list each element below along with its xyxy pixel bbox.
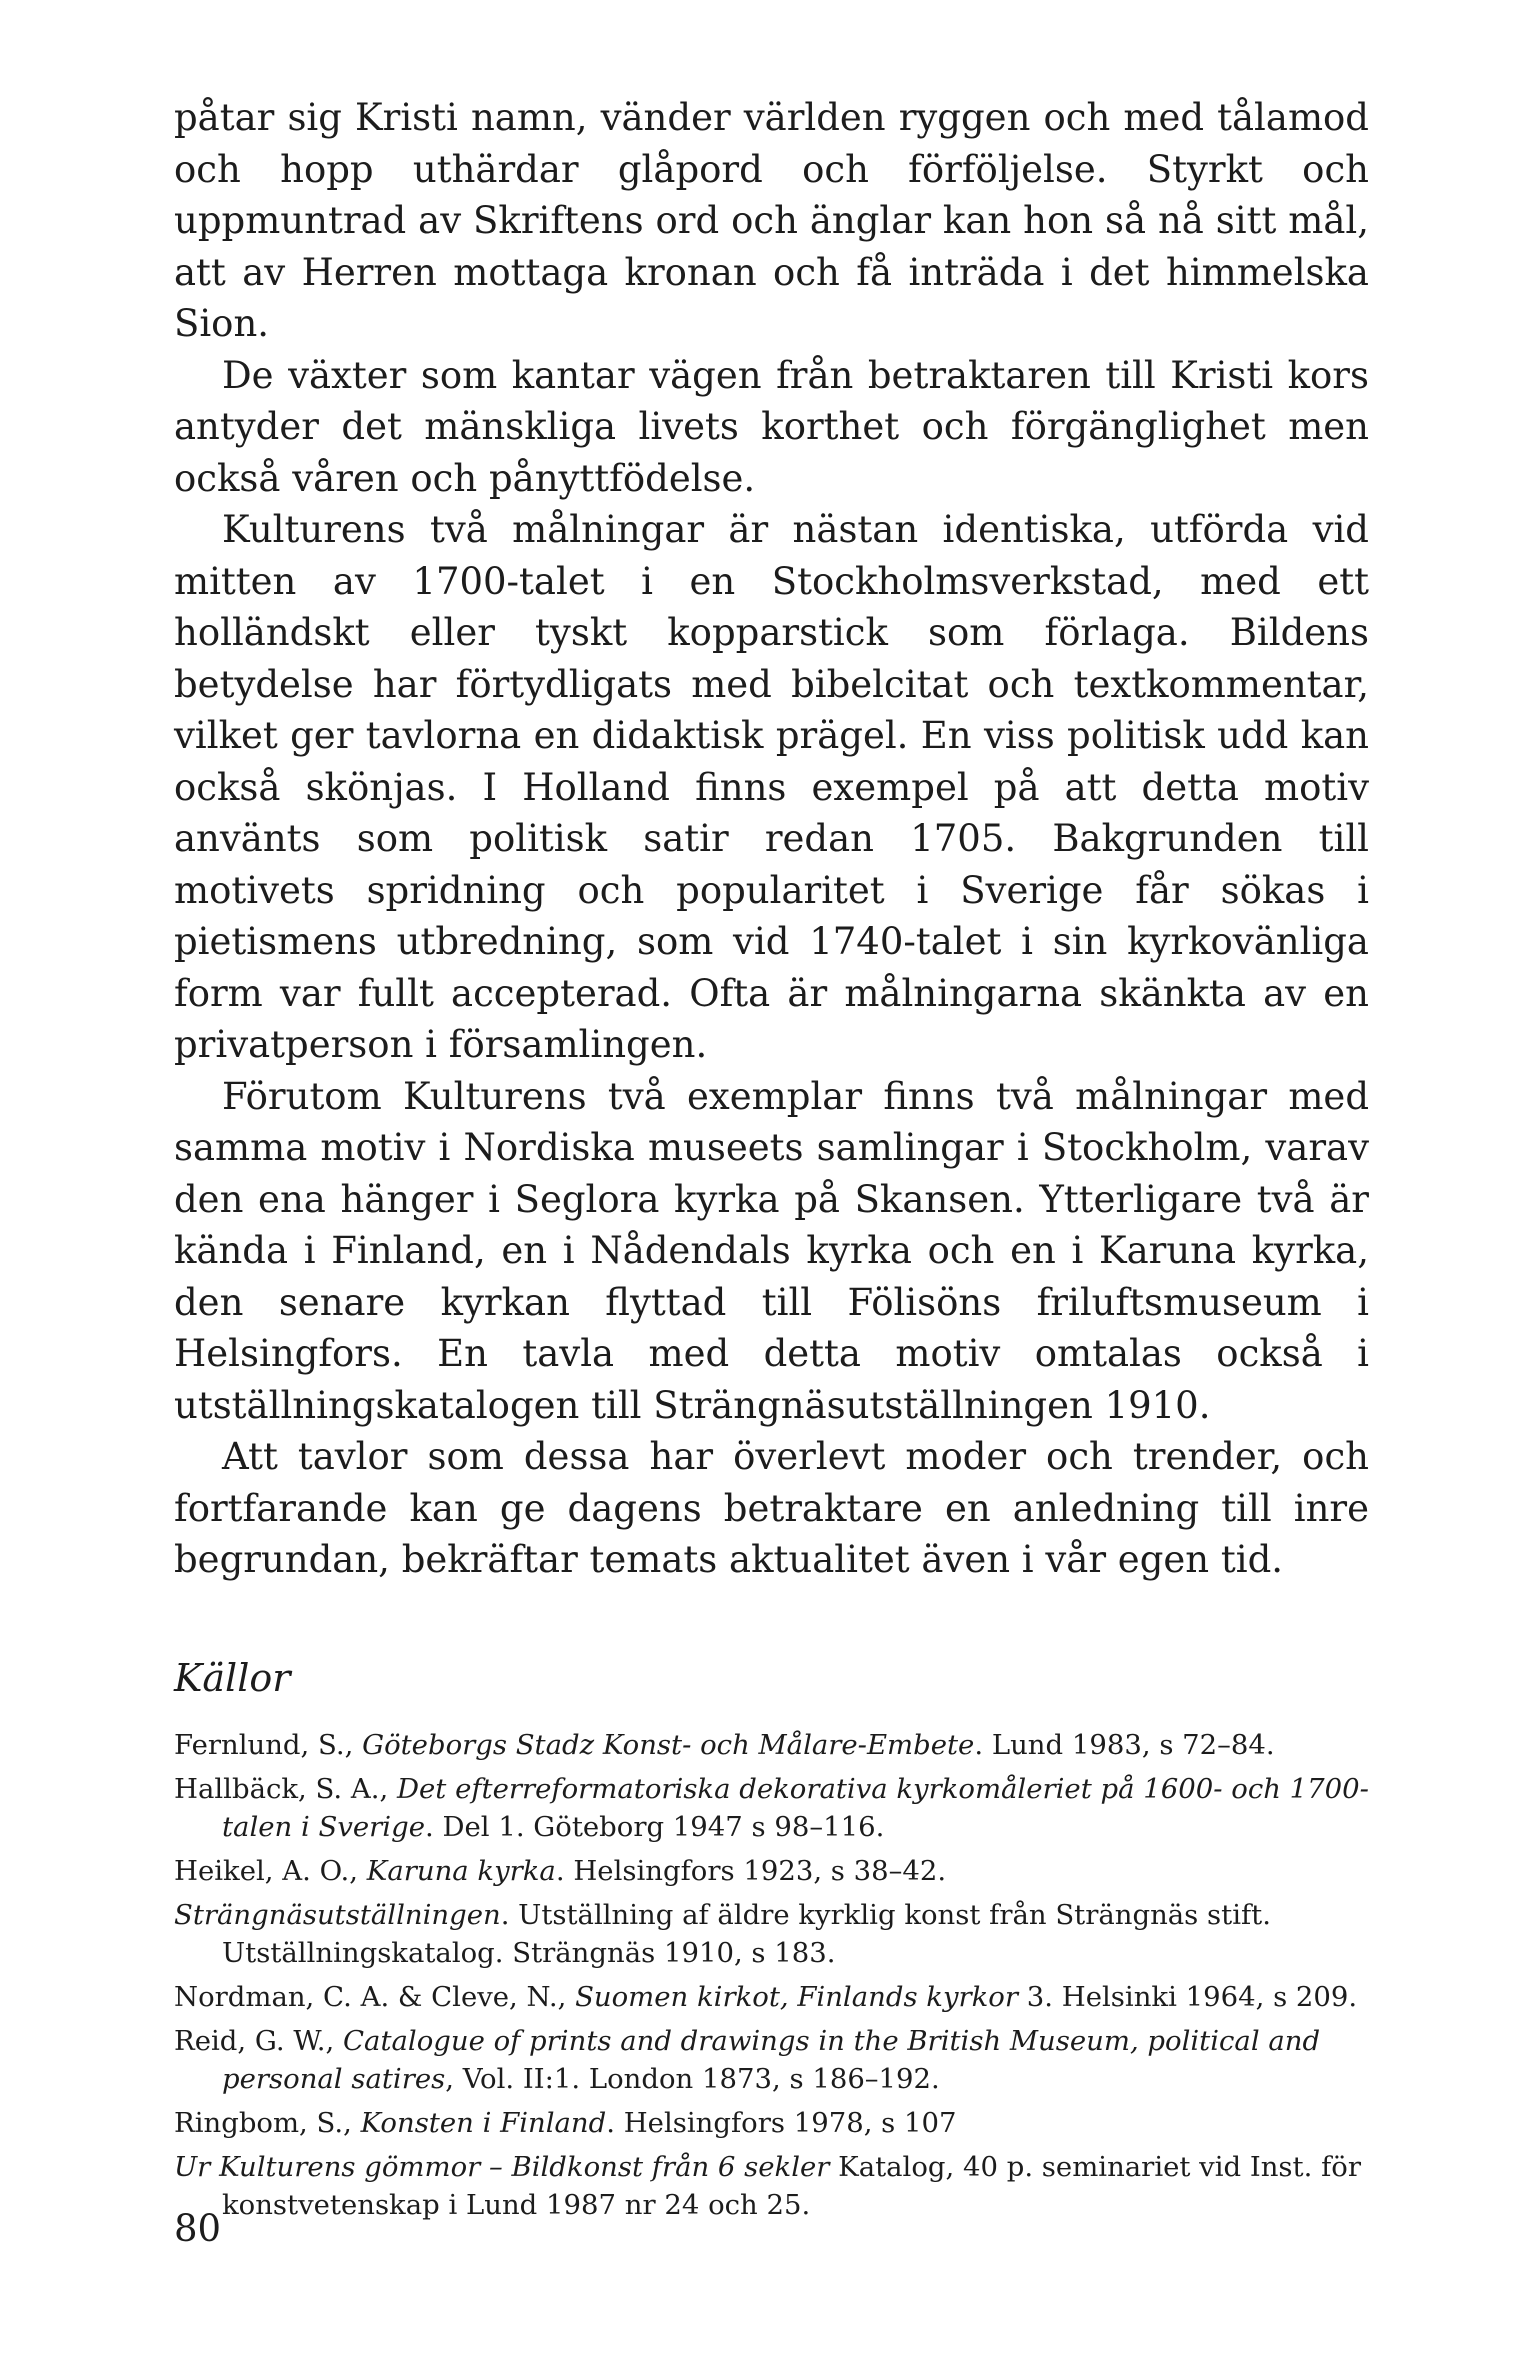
reference-details: . Helsingfors 1923, s 38–42. xyxy=(555,1854,947,1887)
paragraph: påtar sig Kristi namn, vänder världen ryggen och med tålamod och hopp uthärdar glåpord och förföljelse. Styrkt och uppmuntrad av Skriftens ord och änglar kan hon så nå sitt mål, att av Herren mottaga kronan och få inträda i det himmelska Sion. xyxy=(174,96,1369,345)
body-text xyxy=(174,92,1369,1586)
reference-item xyxy=(174,1726,1369,1764)
reference-details: , Vol. II:1. London 1873, s 186–192. xyxy=(445,2062,940,2095)
reference-item xyxy=(174,1852,1369,1890)
reference-details: . Del 1. Göteborg 1947 s 98–116. xyxy=(424,1810,885,1843)
reference-author: Nordman, C. A. & Cleve, N., xyxy=(174,1980,576,2013)
reference-title: Catalogue of prints and drawings in the British Museum, political and personal satires xyxy=(222,2024,1321,2095)
reference-list xyxy=(174,1726,1369,2224)
reference-item xyxy=(174,2022,1369,2098)
reference-author: Hallbäck, S. A., xyxy=(174,1772,397,1805)
reference-title: Det efterreformatoriska dekorativa kyrkomåleriet på 1600- och 1700-talen i Sverige xyxy=(222,1772,1369,1843)
reference-title: Karuna kyrka xyxy=(366,1854,556,1887)
sources-heading: Källor xyxy=(174,1655,291,1700)
reference-details: . Utställning af äldre kyrklig konst från Strängnäs stift. Utställningskatalog. Strängnäs 1910, s 183. xyxy=(222,1898,1271,1969)
reference-details: . Lund 1983, s 72–84. xyxy=(974,1728,1275,1761)
reference-details: Katalog, 40 p. seminariet vid Inst. för konstvetenskap i Lund 1987 nr 24 och 25. xyxy=(222,2150,1361,2221)
reference-item xyxy=(174,2104,1369,2142)
reference-title: Strängnäsutställningen xyxy=(174,1898,501,1931)
paragraph: Kulturens två målningar är nästan identiska, utförda vid mitten av 1700-talet i en Stockholmsverkstad, med ett holländskt eller tyskt kopparstick som förlaga. Bildens betydelse har förtydligats med bibelcitat och textkommentar, vilket ger tavlorna en didaktisk prägel. En viss politisk udd kan också skönjas. I Holland finns exempel på att detta motiv använts som politisk satir redan 1705. Bakgrunden till motivets spridning och popularitet i Sverige får sökas i pietismens utbredning, som vid 1740-talet i sin kyrkovänliga form var fullt accepterad. Ofta är målningarna skänkta av en privatperson i församlingen. xyxy=(174,508,1369,1066)
reference-title: Suomen kirkot, Finlands kyrkor xyxy=(575,1980,1019,2013)
reference-author: Ringbom, S., xyxy=(174,2106,361,2139)
paragraph: Att tavlor som dessa har överlevt moder och trender, och fortfarande kan ge dagens betraktare en anledning till inre begrundan, bekräftar temats aktualitet även i vår egen tid. xyxy=(174,1435,1369,1581)
reference-author: Heikel, A. O., xyxy=(174,1854,367,1887)
reference-item xyxy=(174,1896,1369,1972)
paragraph: De växter som kantar vägen från betraktaren till Kristi kors antyder det mänskliga livets korthet och förgänglighet men också våren och pånyttfödelse. xyxy=(174,353,1369,500)
reference-item xyxy=(174,2148,1369,2224)
page-number: 80 xyxy=(174,2207,222,2250)
reference-details: 3. Helsinki 1964, s 209. xyxy=(1018,1980,1358,2013)
page-content xyxy=(174,92,1369,2230)
reference-author: Fernlund, S., xyxy=(174,1728,363,1761)
reference-title: Ur Kulturens gömmor – Bildkonst från 6 sekler xyxy=(174,2150,830,2183)
reference-title: Konsten i Finland xyxy=(360,2106,607,2139)
reference-title: Göteborgs Stadz Konst- och Målare-Embete xyxy=(362,1728,975,1761)
reference-item xyxy=(174,1770,1369,1846)
reference-author: Reid, G. W., xyxy=(174,2024,344,2057)
reference-item xyxy=(174,1978,1369,2016)
reference-details: . Helsingfors 1978, s 107 xyxy=(606,2106,957,2139)
paragraph: Förutom Kulturens två exemplar finns två målningar med samma motiv i Nordiska museets samlingar i Stockholm, varav den ena hänger i Seglora kyrka på Skansen. Ytterligare två är kända i Finland, en i Nådendals kyrka och en i Karuna kyrka, den senare kyrkan flyttad till Fölisöns friluftsmuseum i Helsingfors. En tavla med detta motiv omtalas också i utställningskatalogen till Strängnäsutställningen 1910. xyxy=(174,1074,1369,1427)
